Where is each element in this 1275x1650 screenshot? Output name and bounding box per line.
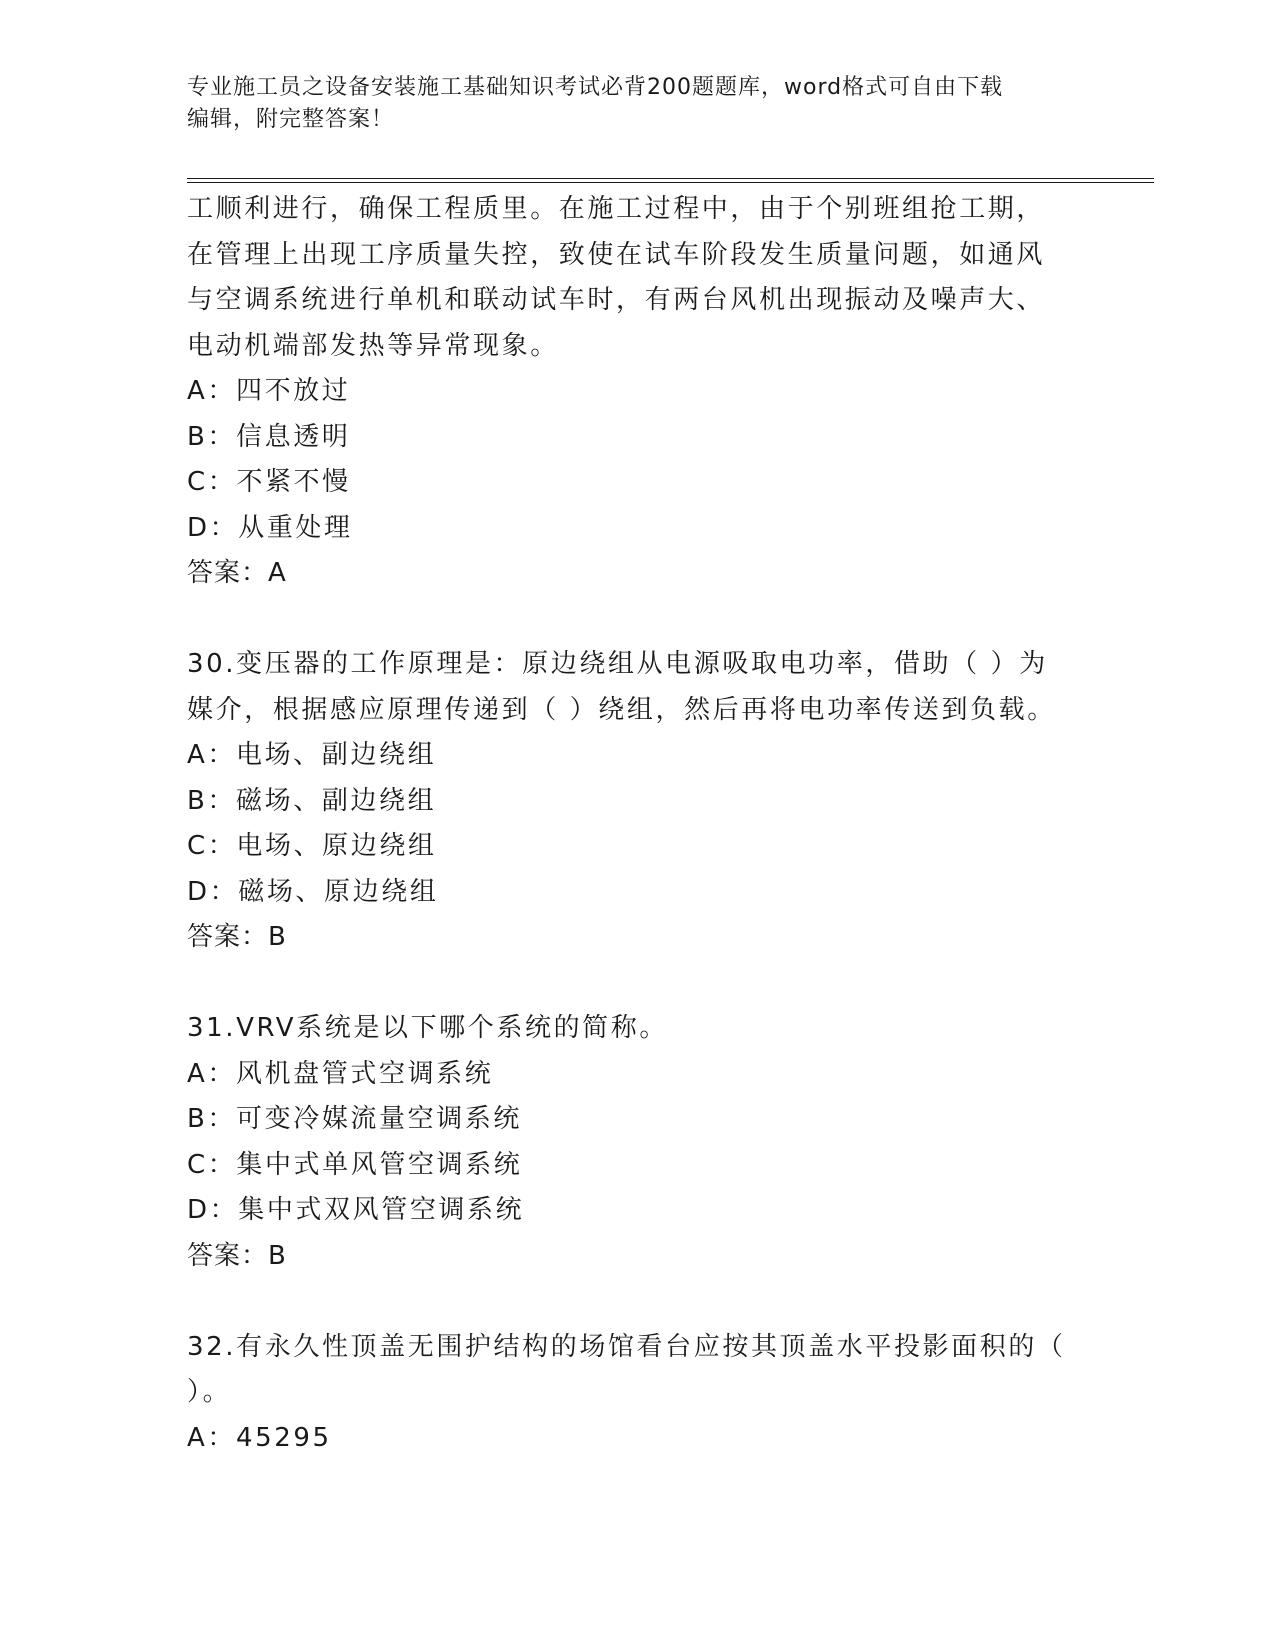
spacer: [187, 597, 1087, 643]
question-text-line: ）。: [187, 1377, 232, 1407]
option-c: C：集中式单风管空调系统: [187, 1149, 523, 1180]
spacer: [187, 961, 1087, 1007]
question-text-line: 工顺利进行，确保工程质里。在施工过程中，由于个别班组抢工期，: [187, 194, 1046, 224]
header-divider-top: [187, 178, 1154, 179]
question-text-line: 电动机端部发热等异常现象。: [187, 330, 559, 361]
header-line-2: 编辑，附完整答案！: [187, 107, 395, 132]
option-a: A：风机盘管式空调系统: [187, 1058, 494, 1089]
option-a: A：45295: [187, 1422, 332, 1453]
document-header: [187, 72, 1087, 136]
question-text-line: 31.VRV系统是以下哪个系统的简称。: [187, 1013, 668, 1043]
answer-line: 答案：B: [187, 922, 287, 952]
question-text-line: 媒介，根据感应原理传递到（ ）绕组，然后再将电功率传送到负载。: [187, 694, 1056, 725]
header-divider-bottom: [187, 182, 1154, 183]
option-a: A：四不放过: [187, 376, 351, 406]
option-b: B：信息透明: [187, 421, 351, 452]
spacer: [187, 1279, 1087, 1325]
option-d: D：集中式双风管空调系统: [187, 1195, 525, 1225]
question-text-line: 在管理上出现工序质量失控，致使在试车阶段发生质量问题，如通风: [187, 239, 1046, 270]
question-text-line: 32.有永久性顶盖无围护结构的场馆看台应按其顶盖水平投影面积的（: [187, 1331, 1066, 1362]
option-d: D：磁场、原边绕组: [187, 876, 439, 907]
option-b: B：磁场、副边绕组: [187, 785, 437, 816]
header-line-1: 专业施工员之设备安装施工基础知识考试必背200题题库，word格式可自由下载: [187, 75, 1004, 100]
answer-line: 答案：A: [187, 558, 287, 588]
option-d: D：从重处理: [187, 512, 353, 543]
answer-line: 答案：B: [187, 1240, 287, 1271]
question-text-line: 与空调系统进行单机和联动试车时，有两台风机出现振动及噪声大、: [187, 285, 1046, 315]
question-text-line: 30.变压器的工作原理是：原边绕组从电源吸取电功率，借助（ ）为: [187, 649, 1048, 679]
option-c: C：电场、原边绕组: [187, 831, 437, 861]
option-a: A：电场、副边绕组: [187, 740, 437, 770]
option-c: C：不紧不慢: [187, 467, 351, 497]
option-b: B：可变冷媒流量空调系统: [187, 1104, 523, 1134]
question-30: [187, 642, 1087, 961]
question-32: [187, 1325, 1087, 1462]
question-content: [187, 187, 1087, 1461]
question-31: [187, 1006, 1087, 1279]
question-29: [187, 187, 1087, 597]
